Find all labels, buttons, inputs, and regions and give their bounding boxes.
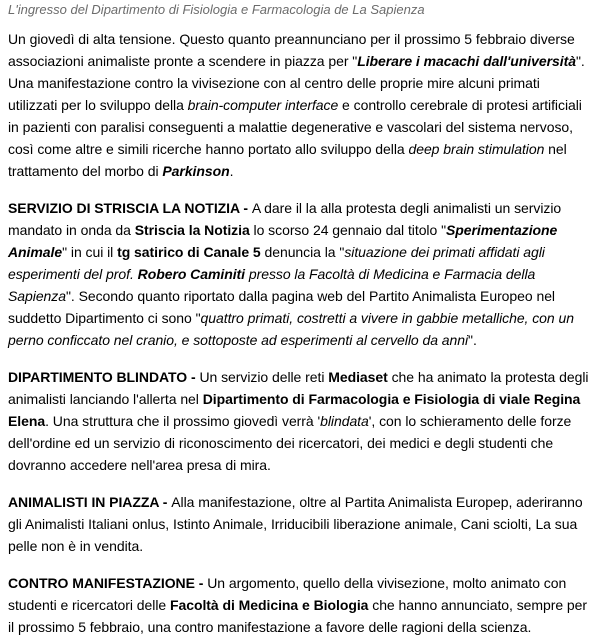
emphasis: situazione dei primati affidati agli esperimenti del prof.	[8, 244, 545, 282]
emphasis: Dipartimento di Farmacologia e Fisiologia di viale Regina Elena	[8, 391, 581, 429]
text: Alla manifestazione, oltre al Partita Animalista Europep, aderiranno gli Animalisti Italiani onlus, Istinto Animale, Irriducibili liberazione animale, Cani sciolti, La sua pelle non è in vendita.	[8, 494, 583, 554]
text: Un giovedì di alta tensione. Questo quanto preannunciano per il prossimo 5 febbraio diverse associazioni animaliste pronte a scendere in piazza per "	[8, 31, 575, 69]
text: nel trattamento del morbo di	[8, 141, 567, 179]
text: che ha animato la protesta degli animalisti lanciando l'allerta nel	[8, 369, 589, 407]
emphasis: blindata	[320, 413, 369, 429]
emphasis-quote: Liberare i macachi dall'università	[357, 53, 576, 69]
emphasis-quote: quattro primati, costretti a vivere in gabbie metalliche, con un perno conficcato nel cranio, e sottoposte ad esperimenti al cervello da anni	[8, 310, 574, 348]
emphasis: Striscia la Notizia	[134, 222, 250, 238]
paragraph-animalisti	[8, 491, 592, 557]
emphasis: presso la Facoltà di Medicina e Farmacia della Sapienza	[8, 266, 536, 304]
text: . Una struttura che il prossimo giovedì verrà '	[45, 413, 321, 429]
text: " in cui il	[62, 244, 118, 260]
section-heading: CONTRO MANIFESTAZIONE -	[8, 575, 208, 591]
text: Un argomento, quello della vivisezione, molto animato con studenti e ricercatori delle	[8, 575, 567, 613]
text: lo scorso 24 gennaio dal titolo "	[249, 222, 446, 238]
emphasis: brain-computer interface	[187, 97, 339, 113]
text: Un servizio delle reti	[199, 369, 329, 385]
emphasis: Sperimentazione Animale	[8, 222, 558, 260]
emphasis: Mediaset	[328, 369, 388, 385]
text: e controllo cerebrale di protesi artificiali in pazienti con paralisi conseguenti a malattie degenerative e vascolari del sistema nervoso, così come altre e simili ricerche hanno portato allo sviluppo della	[8, 97, 582, 157]
paragraph-dipartimento	[8, 366, 592, 476]
text: ', con lo schieramento delle forze dell'ordine ed un servizio di riconoscimento dei ricercatori, dei medici e degli studenti che dovranno accedere nell'area presa di mira.	[8, 413, 572, 473]
image-caption: L'ingresso del Dipartimento di Fisiologia e Farmacologia de La Sapienza	[8, 2, 425, 17]
section-heading: ANIMALISTI IN PIAZZA -	[8, 494, 172, 510]
text: ". Una manifestazione contro la vivisezione con al centro delle proprie mire alcuni primati utilizzati per lo sviluppo della	[8, 53, 585, 113]
emphasis: Facoltà di Medicina e Biologia	[169, 597, 369, 613]
section-heading: DIPARTIMENTO BLINDATO -	[8, 369, 200, 385]
text: ".	[468, 332, 477, 348]
section-heading: SERVIZIO DI STRISCIA LA NOTIZIA -	[8, 200, 252, 216]
text: che hanno annunciato, sempre per il prossimo 5 febbraio, una contro manifestazione a favore delle ragioni della scienza.	[8, 597, 588, 635]
article	[0, 2, 600, 638]
emphasis: Parkinson	[162, 163, 230, 179]
paragraph-striscia	[8, 197, 592, 351]
emphasis: Robero Caminiti	[137, 266, 246, 282]
text: A dare il la alla protesta degli animalisti un servizio mandato in onda da	[8, 200, 562, 238]
emphasis: tg satirico di Canale 5	[117, 244, 261, 260]
paragraph-intro	[8, 28, 592, 182]
paragraph-contro	[8, 572, 592, 638]
text: .	[229, 163, 234, 179]
emphasis: deep brain stimulation	[408, 141, 545, 157]
text: denuncia la "	[260, 244, 345, 260]
text: ". Secondo quanto riportato dalla pagina web del Partito Animalista Europeo nel suddetto Dipartimento ci sono "	[8, 288, 555, 326]
